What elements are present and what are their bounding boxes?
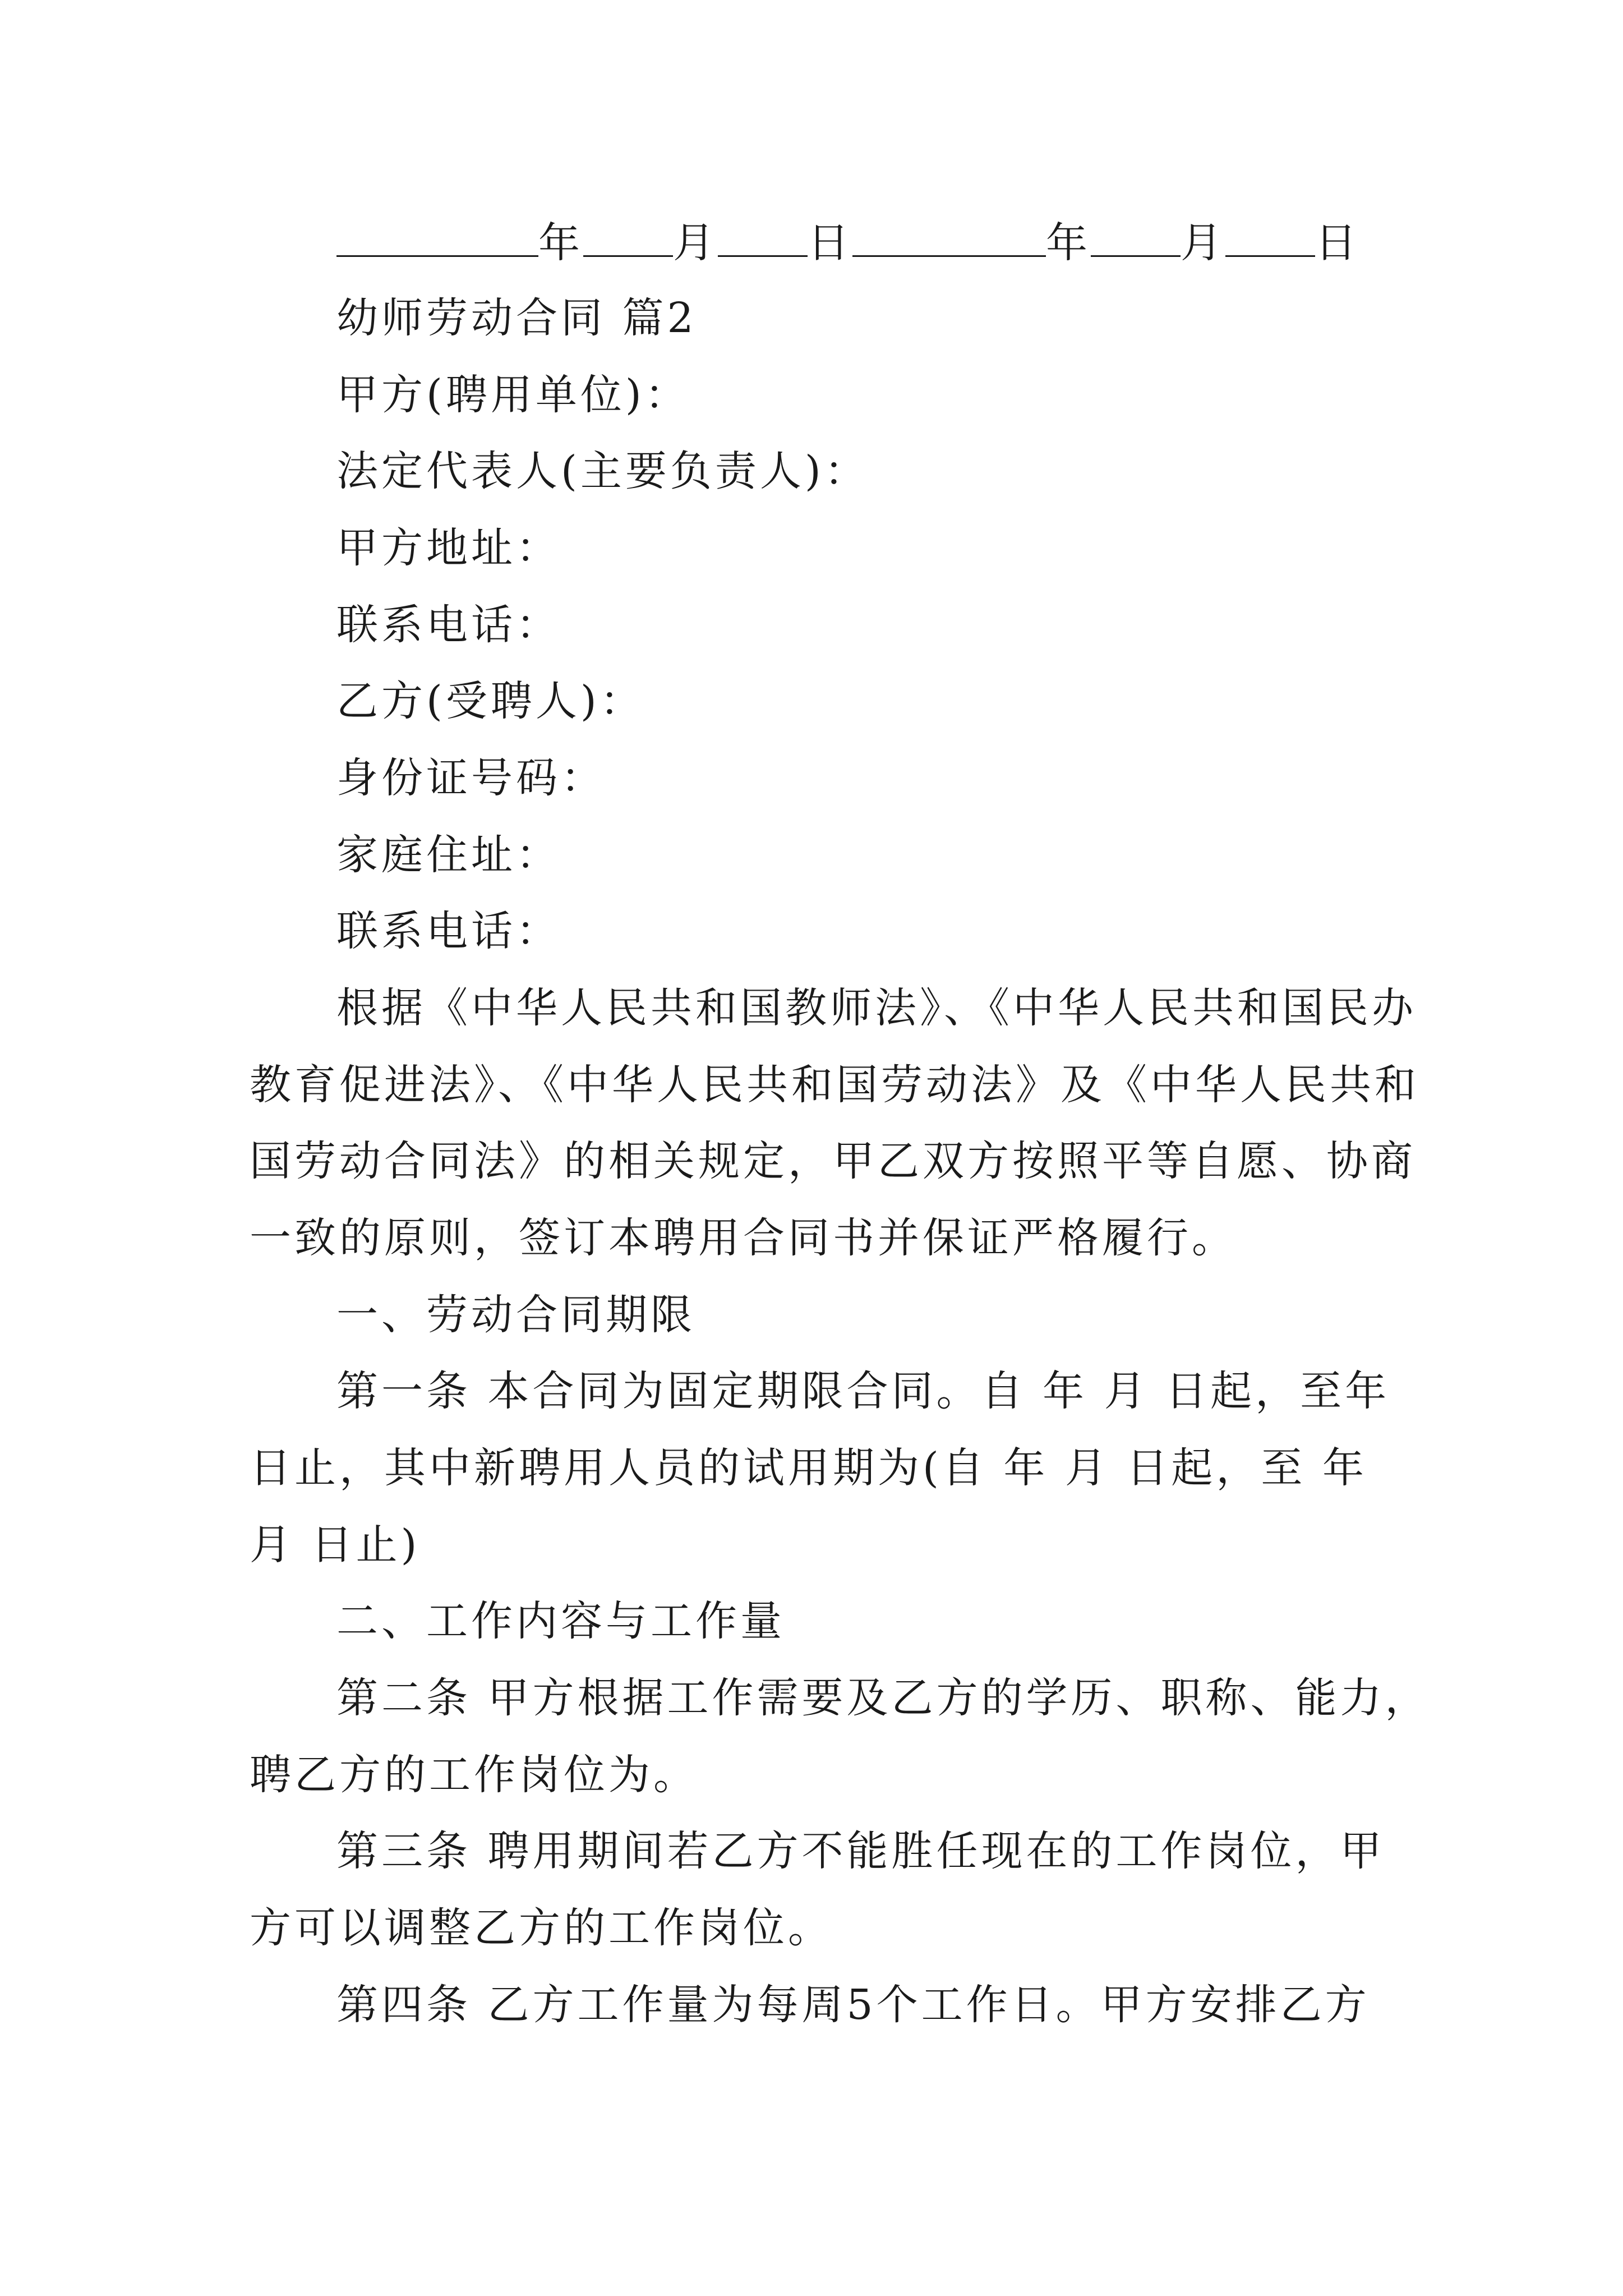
home-address-field: 家庭住址： (336, 831, 561, 879)
paragraph-line: 一致的原则，签订本聘用合同书并保证严格履行。 (250, 1214, 1237, 1262)
signature-date-row (336, 219, 1360, 267)
paragraph-line: 国劳动合同法》的相关规定，甲乙双方按照平等自愿、协商 (250, 1137, 1416, 1185)
month-label-2: 月 (1181, 219, 1225, 267)
section-heading: 二、工作内容与工作量 (336, 1597, 785, 1645)
section-title: 幼师劳动合同 篇2 (336, 294, 697, 342)
party-a-address-field: 甲方地址： (336, 524, 561, 572)
legal-rep-field: 法定代表人(主要负责人)： (336, 447, 869, 495)
paragraph-line: 月 日止) (250, 1521, 421, 1569)
paragraph-line: 第三条 聘用期间若乙方不能胜任现在的工作岗位，甲 (336, 1827, 1385, 1875)
party-b-field: 乙方(受聘人)： (336, 677, 645, 725)
section-heading: 一、劳动合同期限 (336, 1291, 695, 1339)
party-b-phone-field: 联系电话： (336, 907, 561, 955)
paragraph-line: 日止，其中新聘用人员的试用期为(自 年 月 日起，至 年 (250, 1444, 1367, 1492)
day-blank (718, 220, 808, 257)
paragraph-line: 根据《中华人民共和国教师法》、《中华人民共和国民办 (336, 984, 1417, 1032)
month-blank (583, 220, 673, 257)
year-label-2: 年 (1046, 219, 1091, 267)
party-a-phone-field: 联系电话： (336, 601, 561, 649)
month-blank-2 (1091, 220, 1181, 257)
day-blank-2 (1225, 220, 1315, 257)
year-blank (336, 220, 538, 257)
month-label: 月 (673, 219, 718, 267)
paragraph-line: 第二条 甲方根据工作需要及乙方的学历、职称、能力， (336, 1674, 1430, 1722)
party-a-field: 甲方(聘用单位)： (336, 371, 690, 419)
day-label: 日 (808, 219, 852, 267)
year-label: 年 (538, 219, 583, 267)
paragraph-line: 教育促进法》、《中华人民共和国劳动法》及《中华人民共和 (250, 1061, 1419, 1109)
paragraph-line: 聘乙方的工作岗位为。 (250, 1751, 698, 1799)
paragraph-line: 第一条 本合同为固定期限合同。自 年 月 日起，至年 (336, 1367, 1390, 1415)
day-label-2: 日 (1315, 219, 1360, 267)
year-blank-2 (852, 220, 1046, 257)
paragraph-line: 第四条 乙方工作量为每周5个工作日。甲方安排乙方 (336, 1981, 1370, 2029)
paragraph-line: 方可以调整乙方的工作岗位。 (250, 1904, 833, 1952)
id-number-field: 身份证号码： (336, 754, 606, 802)
